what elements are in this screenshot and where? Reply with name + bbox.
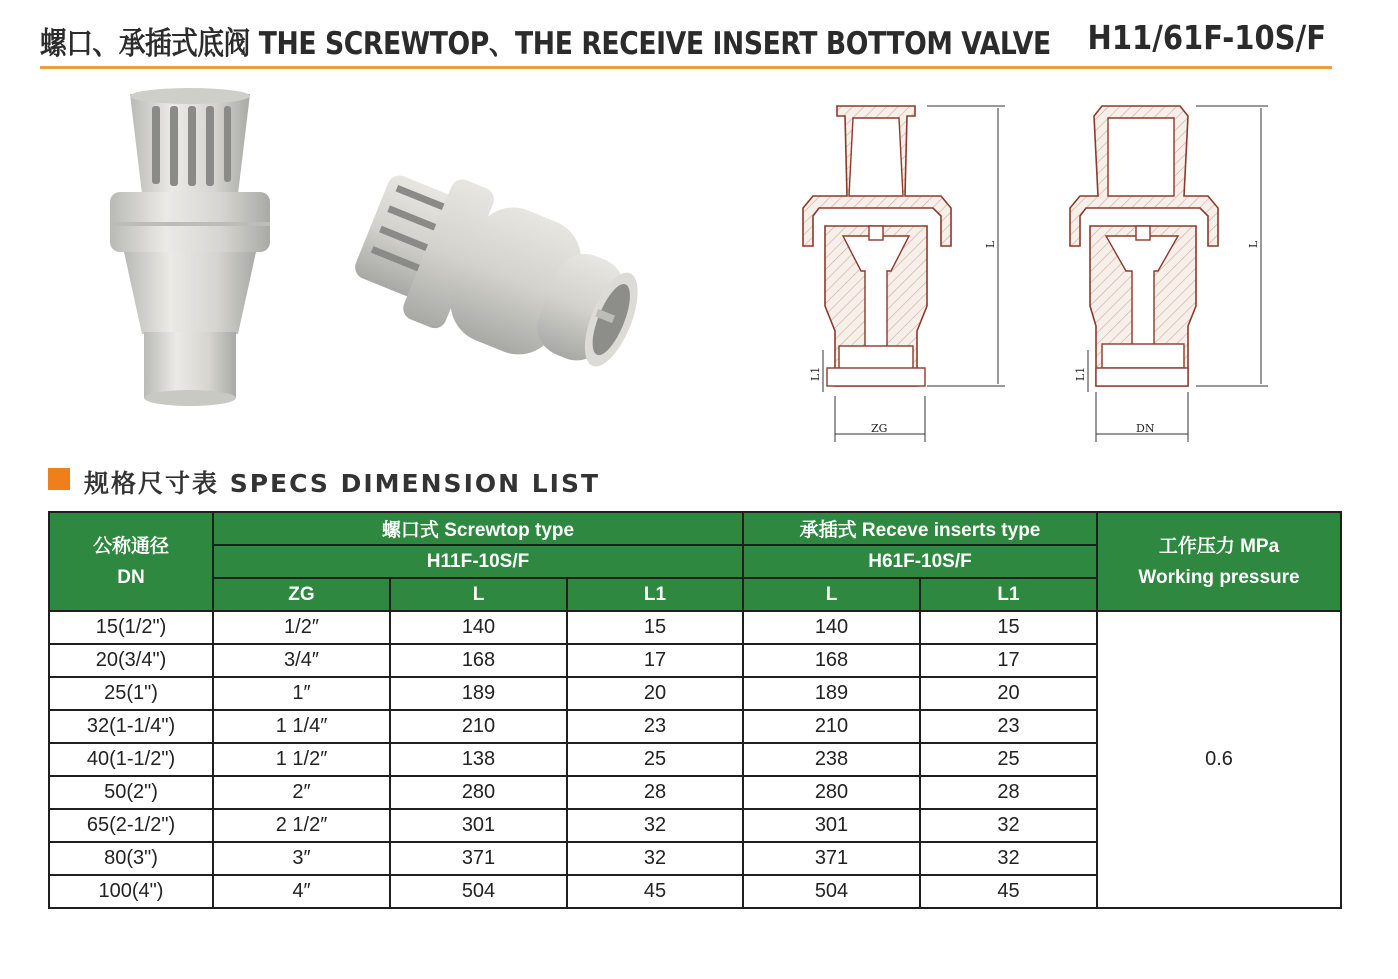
valve-photo-upright (100, 84, 280, 414)
cell-zg: 2 1/2″ (213, 809, 390, 842)
table-row (49, 611, 1341, 644)
cell-l1-insert: 17 (920, 644, 1097, 677)
cell-l-screwtop: 140 (390, 611, 567, 644)
cell-l-insert: 504 (743, 875, 920, 908)
pressure-value: 0.6 (1097, 611, 1341, 908)
insert-model-header: H61F-10S/F (743, 545, 1097, 578)
cell-dn: 15(1/2") (49, 611, 213, 644)
screwtop-section-drawing (795, 96, 1015, 452)
specs-table (48, 511, 1342, 909)
insert-section-drawing (1062, 96, 1282, 452)
col-header-l-screwtop: L (390, 578, 567, 611)
cell-l1-screwtop: 45 (567, 875, 743, 908)
screwtop-length-label: L (984, 240, 997, 248)
cell-l1-screwtop: 25 (567, 743, 743, 776)
cell-zg: 3/4″ (213, 644, 390, 677)
dn-header-en: DN (117, 566, 145, 588)
cell-zg: 3″ (213, 842, 390, 875)
cell-l1-screwtop: 28 (567, 776, 743, 809)
cell-l-screwtop: 371 (390, 842, 567, 875)
model-number: H11/61F-10S/F (1087, 18, 1326, 57)
cell-l1-screwtop: 15 (567, 611, 743, 644)
cell-l1-screwtop: 17 (567, 644, 743, 677)
section-marker-icon (48, 468, 70, 490)
col-header-l1-screwtop: L1 (567, 578, 743, 611)
cell-l1-screwtop: 20 (567, 677, 743, 710)
cell-l-screwtop: 168 (390, 644, 567, 677)
dn-header-cn: 公称通径 (92, 535, 169, 557)
cell-l1-screwtop: 32 (567, 809, 743, 842)
cell-dn: 65(2-1/2") (49, 809, 213, 842)
cell-l1-screwtop: 23 (567, 710, 743, 743)
cell-l-insert: 210 (743, 710, 920, 743)
cell-l1-insert: 32 (920, 842, 1097, 875)
screwtop-end-length-label: L1 (809, 366, 822, 381)
cell-l-insert: 280 (743, 776, 920, 809)
cell-zg: 1 1/4″ (213, 710, 390, 743)
section-title: 规格尺寸表 SPECS DIMENSION LIST (84, 469, 601, 498)
cell-l-insert: 238 (743, 743, 920, 776)
pressure-header-cn: 工作压力 MPa (1158, 535, 1280, 557)
screwtop-model-header: H11F-10S/F (213, 545, 743, 578)
cell-zg: 2″ (213, 776, 390, 809)
cell-l1-insert: 15 (920, 611, 1097, 644)
cell-l-insert: 371 (743, 842, 920, 875)
cell-l1-insert: 32 (920, 809, 1097, 842)
page-title: 螺口、承插式底阀 THE SCREWTOP、THE RECEIVE INSERT BOTTOM VALVE (40, 26, 1051, 62)
cell-l-insert: 140 (743, 611, 920, 644)
cell-l-screwtop: 210 (390, 710, 567, 743)
insert-type-header: 承插式 Receve inserts type (743, 512, 1097, 545)
cell-l-screwtop: 280 (390, 776, 567, 809)
cell-dn: 20(3/4") (49, 644, 213, 677)
cell-zg: 4″ (213, 875, 390, 908)
insert-end-length-label: L1 (1074, 366, 1087, 381)
cell-l1-insert: 20 (920, 677, 1097, 710)
cell-dn: 32(1-1/4") (49, 710, 213, 743)
cell-dn: 25(1") (49, 677, 213, 710)
header-divider (40, 66, 1332, 69)
col-header-l-insert: L (743, 578, 920, 611)
cell-zg: 1″ (213, 677, 390, 710)
cell-l1-insert: 25 (920, 743, 1097, 776)
col-header-zg: ZG (213, 578, 390, 611)
dn-header (49, 512, 213, 611)
cell-dn: 50(2") (49, 776, 213, 809)
cell-l-insert: 301 (743, 809, 920, 842)
cell-l-screwtop: 138 (390, 743, 567, 776)
cell-zg: 1 1/2″ (213, 743, 390, 776)
cell-l-insert: 168 (743, 644, 920, 677)
insert-length-label: L (1247, 240, 1260, 248)
cell-zg: 1/2″ (213, 611, 390, 644)
screwtop-type-header: 螺口式 Screwtop type (213, 512, 743, 545)
cell-l-screwtop: 301 (390, 809, 567, 842)
cell-l-insert: 189 (743, 677, 920, 710)
cell-l1-insert: 23 (920, 710, 1097, 743)
cell-l-screwtop: 189 (390, 677, 567, 710)
cell-l-screwtop: 504 (390, 875, 567, 908)
page-header (40, 10, 1332, 68)
cell-l1-screwtop: 32 (567, 842, 743, 875)
cell-l1-insert: 28 (920, 776, 1097, 809)
col-header-l1-insert: L1 (920, 578, 1097, 611)
screwtop-size-label: ZG (871, 422, 888, 435)
cell-dn: 80(3") (49, 842, 213, 875)
cell-dn: 40(1-1/2") (49, 743, 213, 776)
cell-dn: 100(4") (49, 875, 213, 908)
pressure-header-en: Working pressure (1138, 566, 1300, 588)
cell-l1-insert: 45 (920, 875, 1097, 908)
insert-size-label: DN (1136, 422, 1155, 435)
pressure-header (1097, 512, 1341, 611)
valve-photo-angled (340, 160, 660, 400)
